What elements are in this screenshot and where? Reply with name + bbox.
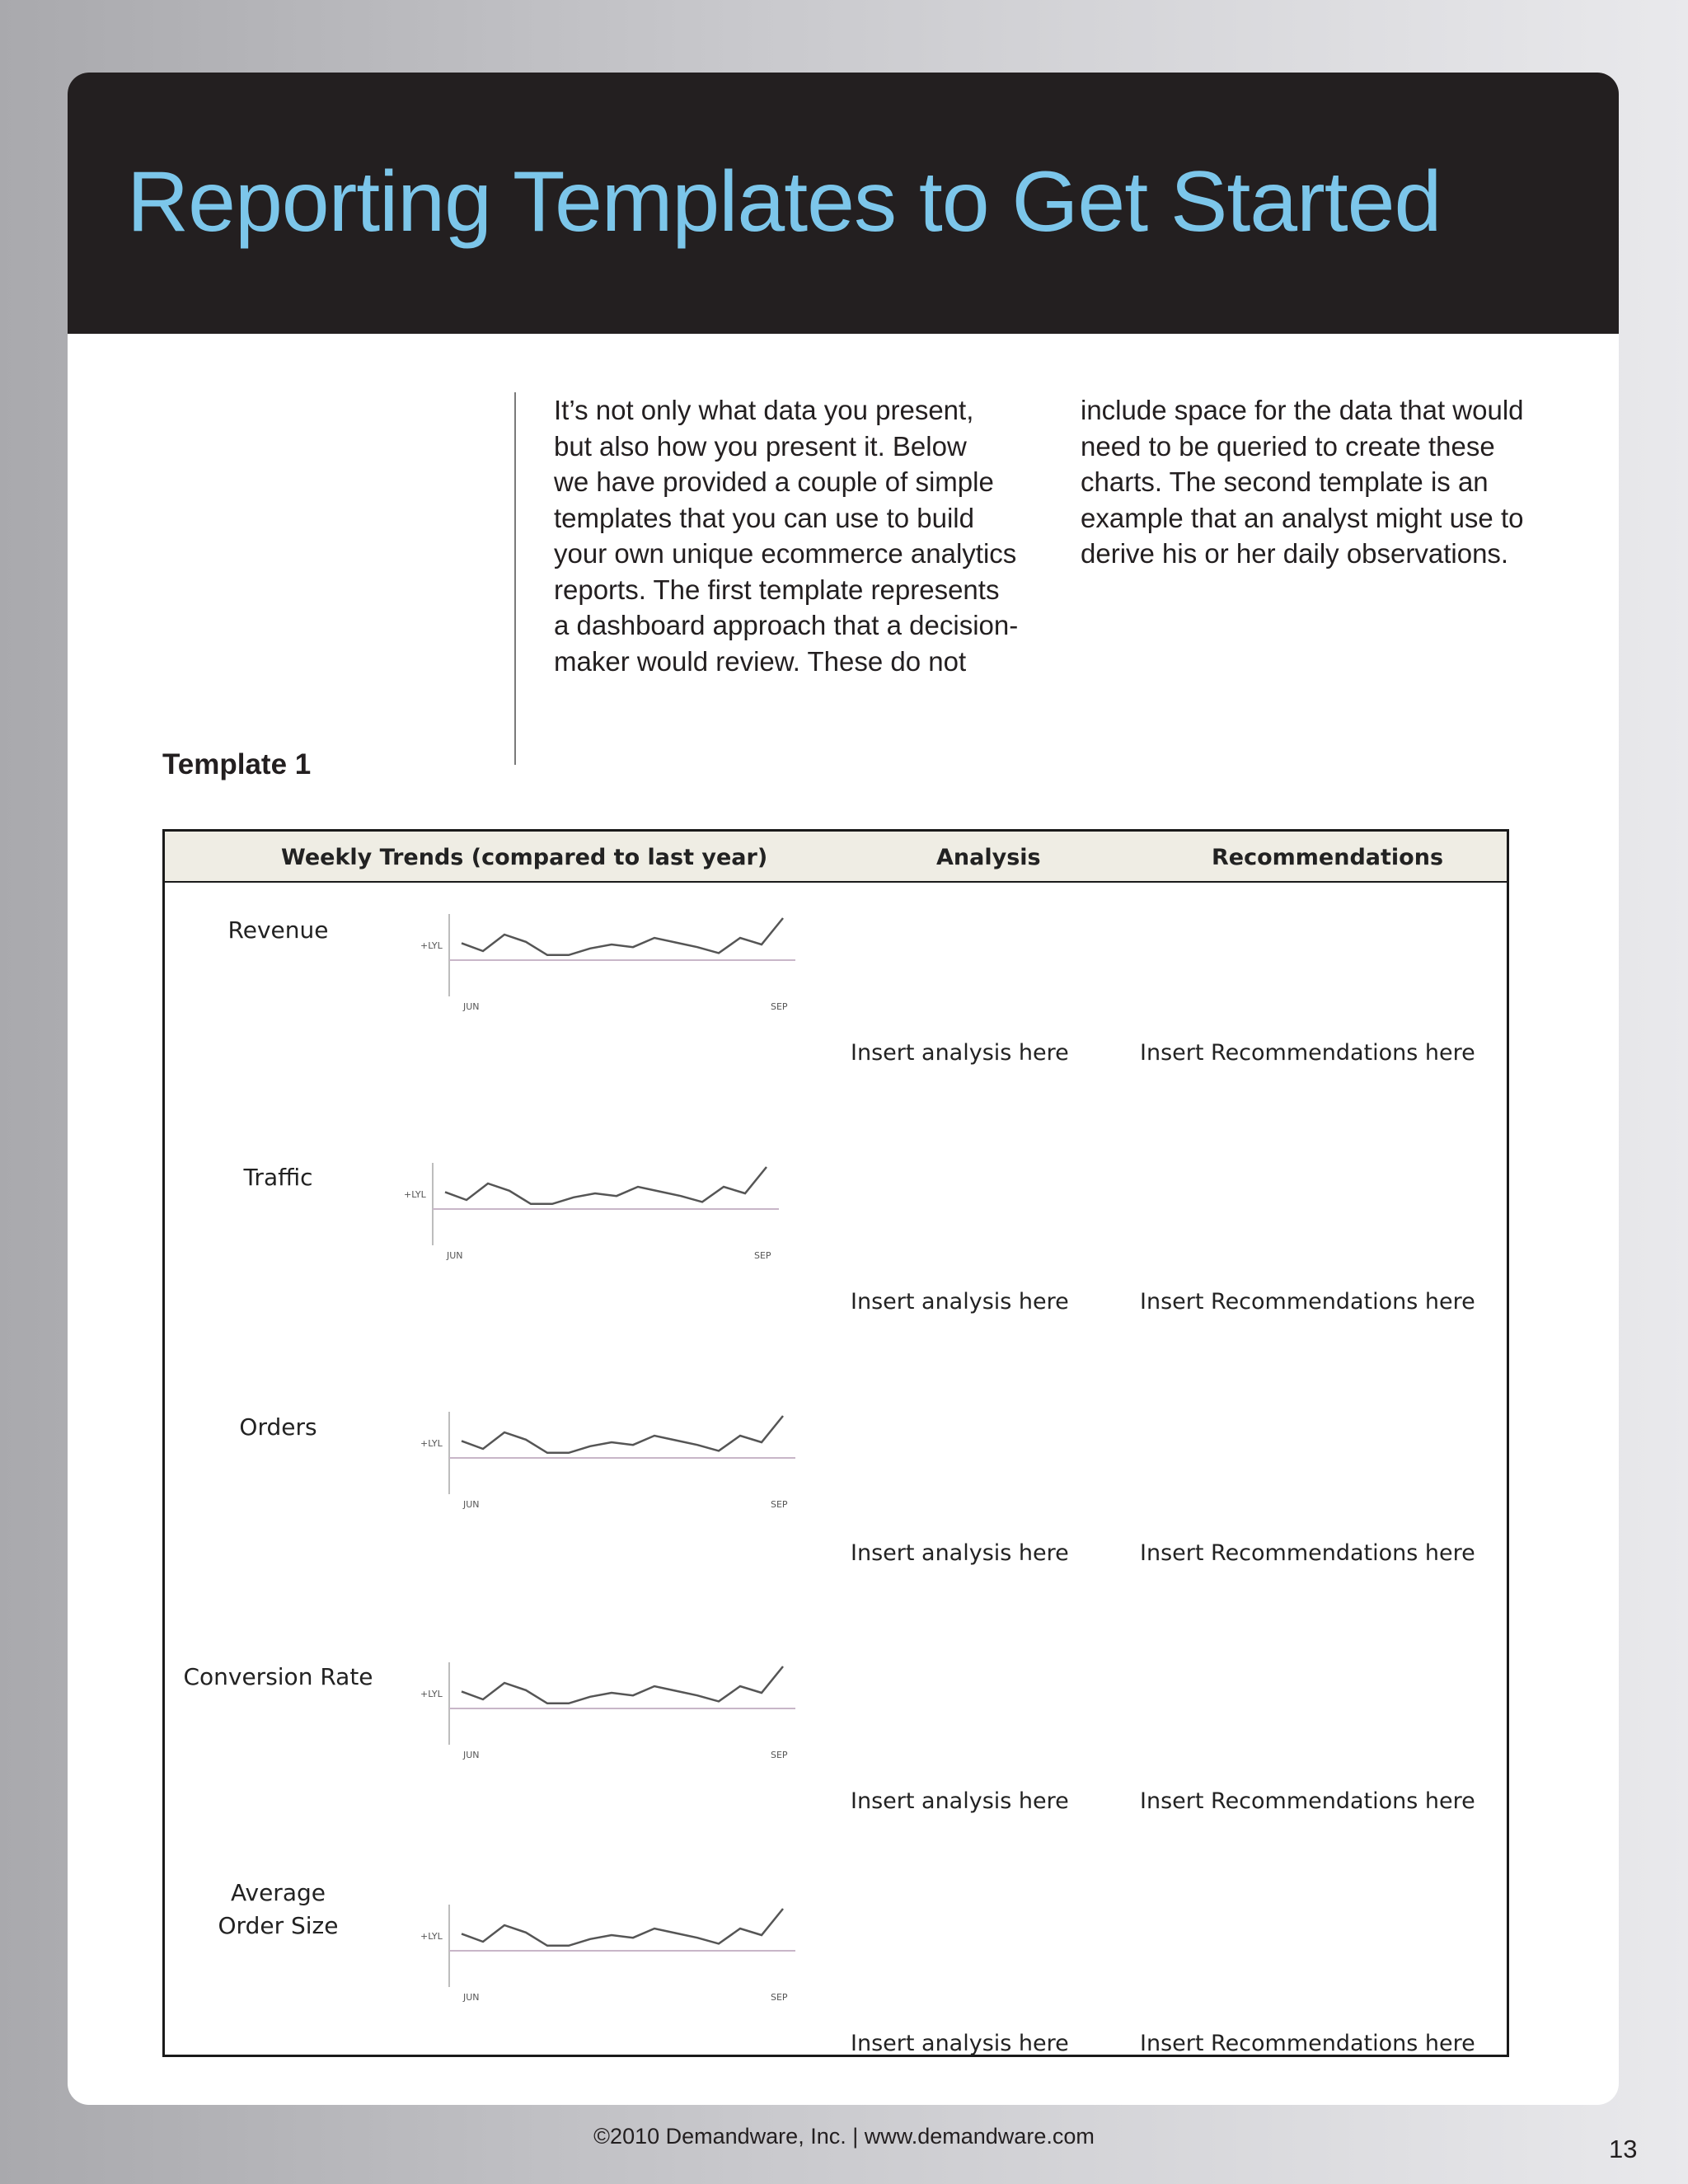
- sparkline-label-end: SEP: [771, 1001, 788, 1012]
- template-label: Template 1: [162, 748, 312, 780]
- header-weekly-trends: Weekly Trends (compared to last year): [281, 845, 768, 870]
- sparkline-chart: [420, 1896, 799, 2004]
- intro-column-1: [554, 392, 1048, 679]
- intro-line: It’s not only what data you present,: [554, 395, 974, 425]
- analysis-cell[interactable]: Insert analysis here: [851, 1788, 1069, 1814]
- intro-line: example that an analyst might use to: [1081, 502, 1524, 533]
- sparkline-label-end: SEP: [771, 1992, 788, 2003]
- sparkline-label-start: JUN: [463, 1750, 480, 1760]
- sparkline-label-end: SEP: [771, 1750, 788, 1760]
- sparkline-label-baseline: +LYL: [420, 1438, 443, 1449]
- sparkline-label-baseline: +LYL: [404, 1189, 426, 1200]
- metric-label: Traffic: [243, 1164, 313, 1191]
- table-row: [165, 1379, 1507, 1626]
- intro-column-2: [1081, 392, 1575, 572]
- metric-label: Orders: [239, 1413, 317, 1441]
- intro-line: need to be queried to create these: [1081, 430, 1495, 462]
- metric-label: Revenue: [227, 916, 329, 944]
- intro-line: templates that you can use to build: [554, 502, 974, 533]
- intro-line: but also how you present it. Below: [554, 430, 967, 462]
- sparkline-label-start: JUN: [463, 1992, 480, 2003]
- recommendation-cell[interactable]: Insert Recommendations here: [1140, 1289, 1475, 1315]
- page-title: Reporting Templates to Get Started: [127, 154, 1442, 250]
- intro-line: maker would review. These do not: [554, 645, 967, 677]
- metric-label: Average Order Size: [218, 1879, 339, 1939]
- intro-line: we have provided a couple of simple: [554, 466, 994, 497]
- intro-line: include space for the data that would: [1081, 395, 1524, 425]
- header-banner: [68, 73, 1619, 334]
- header-analysis: Analysis: [936, 845, 1041, 870]
- intro-line: a dashboard approach that a decision-: [554, 610, 1019, 640]
- sparkline-series: [462, 1909, 783, 1946]
- sparkline-label-baseline: +LYL: [420, 1689, 443, 1699]
- recommendation-cell[interactable]: Insert Recommendations here: [1140, 2031, 1475, 2056]
- header-recommendations: Recommendations: [1212, 845, 1444, 870]
- footer-copyright: ©2010 Demandware, Inc. | www.demandware.com: [593, 2124, 1095, 2149]
- intro-line: derive his or her daily observations.: [1081, 538, 1509, 569]
- sparkline-label-start: JUN: [447, 1250, 463, 1261]
- sparkline-chart: [420, 906, 799, 1013]
- recommendation-cell[interactable]: Insert Recommendations here: [1140, 1540, 1475, 1566]
- recommendation-cell[interactable]: Insert Recommendations here: [1140, 1788, 1475, 1814]
- sparkline-label-start: JUN: [463, 1001, 480, 1012]
- table-row: [165, 881, 1507, 1128]
- sparkline-chart: [404, 1155, 783, 1262]
- intro-line: charts. The second template is an: [1081, 466, 1489, 497]
- intro-line: reports. The first template represents: [554, 574, 1000, 605]
- sparkline-series: [462, 1416, 783, 1453]
- page-number: 13: [1609, 2135, 1638, 2163]
- sparkline-label-end: SEP: [771, 1499, 788, 1510]
- sparkline-series: [462, 1666, 783, 1704]
- sparkline-label-baseline: +LYL: [420, 1931, 443, 1942]
- table-row: [165, 1629, 1507, 1877]
- analysis-cell[interactable]: Insert analysis here: [851, 1540, 1069, 1566]
- sparkline-chart: [420, 1654, 799, 1761]
- sparkline-label-baseline: +LYL: [420, 940, 443, 951]
- intro-divider: [514, 392, 516, 765]
- sparkline-series: [462, 918, 783, 955]
- analysis-cell[interactable]: Insert analysis here: [851, 1289, 1069, 1315]
- table-row: [165, 1130, 1507, 1377]
- recommendation-cell[interactable]: Insert Recommendations here: [1140, 1040, 1475, 1066]
- template-table: [162, 829, 1509, 2057]
- sparkline-label-end: SEP: [754, 1250, 771, 1261]
- sparkline-label-start: JUN: [463, 1499, 480, 1510]
- sparkline-chart: [420, 1404, 799, 1511]
- metric-label: Conversion Rate: [183, 1663, 373, 1690]
- page-card: [68, 73, 1619, 2105]
- analysis-cell[interactable]: Insert analysis here: [851, 1040, 1069, 1066]
- table-row: [165, 1872, 1507, 2105]
- sparkline-series: [445, 1167, 767, 1204]
- analysis-cell[interactable]: Insert analysis here: [851, 2031, 1069, 2056]
- intro-line: your own unique ecommerce analytics: [554, 538, 1017, 569]
- table-header-row: [165, 832, 1507, 883]
